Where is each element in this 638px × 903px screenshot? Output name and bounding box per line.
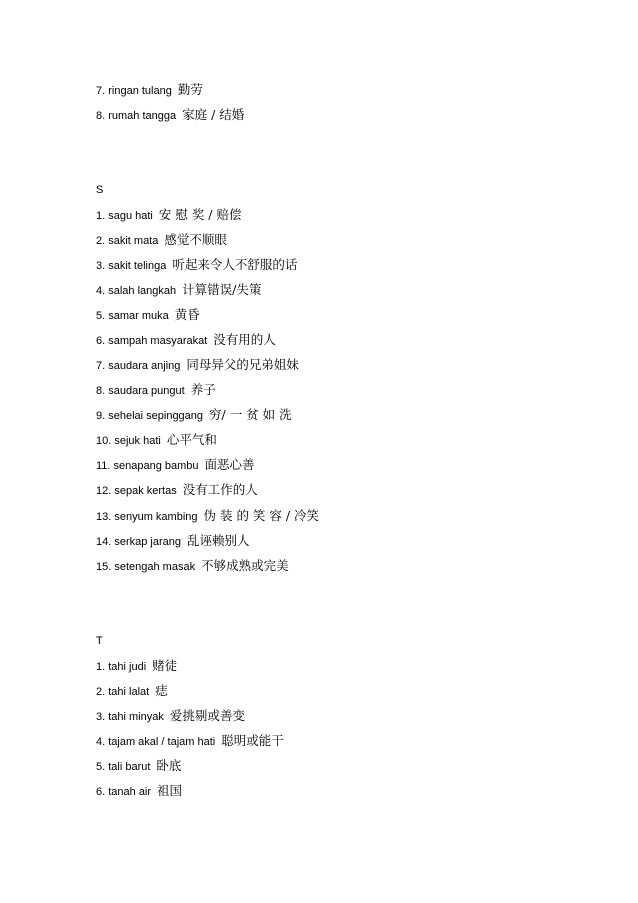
entry-term: 5. tali barut — [96, 761, 151, 773]
entry-meaning: 赌徒 — [152, 658, 178, 673]
entry-term: 12. sepak kertas — [96, 485, 177, 497]
list-item — [96, 455, 255, 475]
section-heading-s: S — [96, 184, 104, 196]
entry-meaning: 勤劳 — [177, 82, 203, 97]
entry-meaning: 养子 — [190, 382, 216, 397]
list-item — [96, 756, 181, 776]
entry-meaning: 乱诬赖别人 — [187, 533, 250, 548]
entry-meaning: 祖国 — [157, 783, 183, 798]
entry-term: 7. ringan tulang — [96, 85, 172, 97]
entry-meaning: 卧底 — [156, 758, 182, 773]
list-item — [96, 305, 200, 325]
entry-meaning: 同母异父的兄弟姐妹 — [186, 357, 299, 372]
entry-term: 13. senyum kambing — [96, 511, 198, 523]
section-heading-t: T — [96, 635, 103, 647]
entry-meaning: 计算错误/失策 — [182, 282, 262, 297]
entry-term: 3. sakit telinga — [96, 260, 167, 272]
entry-meaning: 心平气和 — [166, 432, 217, 447]
list-item — [96, 205, 241, 225]
list-item — [96, 556, 289, 576]
list-item — [96, 280, 261, 300]
entry-term: 2. sakit mata — [96, 235, 159, 247]
entry-term: 1. sagu hati — [96, 210, 153, 222]
entry-meaning: 安 慰 奖 / 赔偿 — [158, 207, 242, 222]
list-item — [96, 506, 319, 526]
list-item — [96, 731, 284, 751]
entry-meaning: 黄昏 — [174, 307, 200, 322]
entry-meaning: 爱挑剔或善变 — [169, 708, 245, 723]
list-item — [96, 531, 250, 551]
list-item — [96, 781, 182, 801]
entry-term: 6. sampah masyarakat — [96, 335, 208, 347]
entry-term: 4. tajam akal / tajam hati — [96, 736, 216, 748]
entry-meaning: 痣 — [155, 683, 168, 698]
list-item — [96, 105, 244, 125]
entry-term: 9. sehelai sepinggang — [96, 410, 204, 422]
list-item — [96, 355, 299, 375]
entry-term: 3. tahi minyak — [96, 711, 164, 723]
entry-term: 2. tahi lalat — [96, 686, 150, 698]
entry-term: 6. tanah air — [96, 786, 152, 798]
entry-meaning: 家庭 / 结婚 — [182, 107, 245, 122]
list-item — [96, 430, 217, 450]
entry-meaning: 没有工作的人 — [182, 482, 258, 497]
entry-term: 11. senapang bambu — [96, 460, 199, 472]
list-item — [96, 405, 292, 425]
list-item — [96, 681, 168, 701]
list-item — [96, 330, 276, 350]
entry-term: 4. salah langkah — [96, 285, 177, 297]
list-item — [96, 656, 177, 676]
entry-term: 7. saudara anjing — [96, 360, 181, 372]
list-item — [96, 80, 203, 100]
entry-meaning: 听起来令人不舒服的话 — [172, 257, 298, 272]
entry-meaning: 聪明或能干 — [221, 733, 284, 748]
entry-term: 1. tahi judi — [96, 661, 147, 673]
entry-term: 10. sejuk hati — [96, 435, 161, 447]
list-item — [96, 230, 227, 250]
entry-term: 15. setengah masak — [96, 561, 196, 573]
entry-term: 8. saudara pungut — [96, 385, 185, 397]
list-item — [96, 706, 245, 726]
entry-meaning: 伪 装 的 笑 容 / 冷笑 — [203, 508, 320, 523]
list-item — [96, 380, 216, 400]
entry-meaning: 面恶心善 — [204, 457, 255, 472]
list-item — [96, 255, 297, 275]
entry-meaning: 感觉不顺眼 — [164, 232, 227, 247]
entry-meaning: 穷/ 一 贫 如 洗 — [209, 407, 292, 422]
entry-term: 8. rumah tangga — [96, 110, 177, 122]
list-item — [96, 480, 258, 500]
entry-meaning: 不够成熟或完美 — [201, 558, 289, 573]
entry-term: 14. serkap jarang — [96, 536, 181, 548]
entry-term: 5. samar muka — [96, 310, 169, 322]
entry-meaning: 没有用的人 — [213, 332, 276, 347]
